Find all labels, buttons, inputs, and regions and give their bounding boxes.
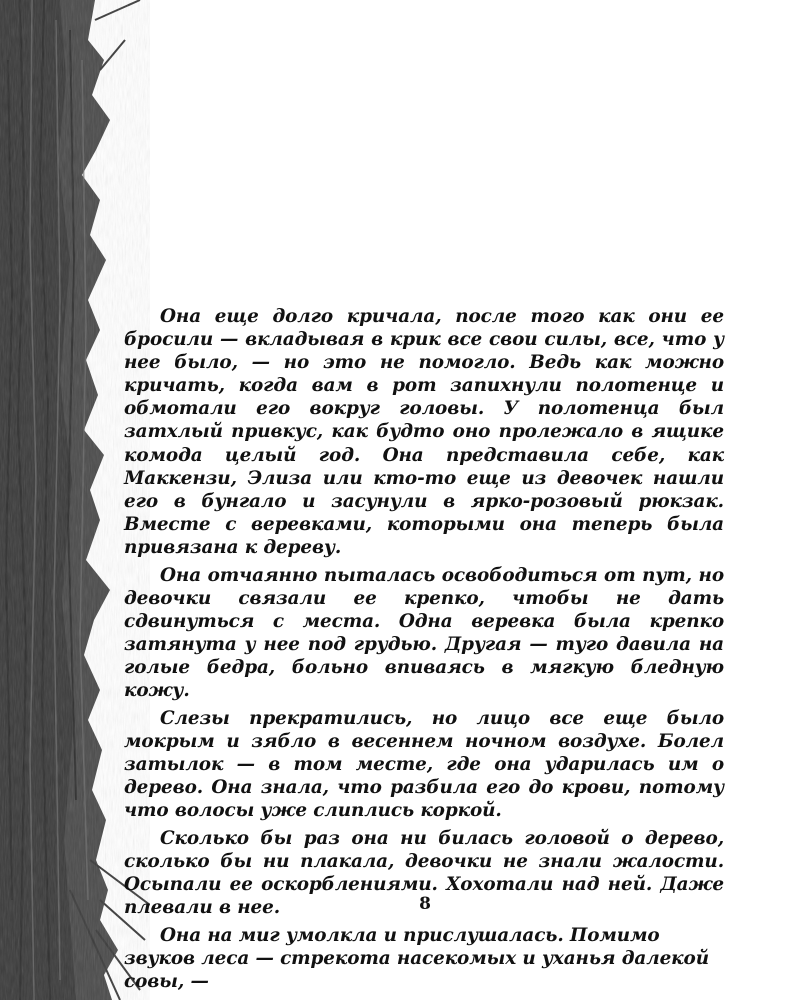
- paragraph-2: Она отчаянно пыталась освободиться от пут, но девочки связали ее крепко, чтобы не дать сдвинуться с места. Одна веревка была крепко затянута у нее под грудью. Другая — туго давила на голые бедра, больно впиваясь в мягкую бледную кожу.: [124, 564, 724, 702]
- paragraph-5: Она на миг умолкла и прислушалась. Помимо звуков леса — стрекота насекомых и уханья далекой совы, —: [124, 924, 709, 992]
- page-number: 8: [419, 894, 431, 914]
- paragraph-3: Слезы прекратились, но лицо все еще было мокрым и зябло в весеннем ночном воздухе. Болел затылок — в том месте, где она ударилась им о дерево. Она знала, что разбила его до крови, потому что волосы уже слиплись коркой.: [124, 707, 724, 822]
- paragraph-1: Она еще долго кричала, после того как они ее бросили — вкладывая в крик все свои силы, все, что у нее было, — но это не помогло. Ведь как можно кричать, когда вам в рот запихнули полотенце и обмотали его вокруг головы. У полотенца был затхлый привкус, как будто оно пролежало в ящике комода целый год. Она представила себе, как Маккензи, Элиза или кто-то еще из девочек нашли его в бунгало и засунули в ярко-розовый рюкзак. Вместе с веревками, которыми она теперь была привязана к дереву.: [124, 306, 724, 558]
- paragraph-4: Сколько бы раз она ни билась головой о дерево, сколько бы ни плакала, девочки не знали жалости. Осыпали ее оскорблениями. Хохотали над ней. Даже плевали в нее.: [124, 827, 724, 919]
